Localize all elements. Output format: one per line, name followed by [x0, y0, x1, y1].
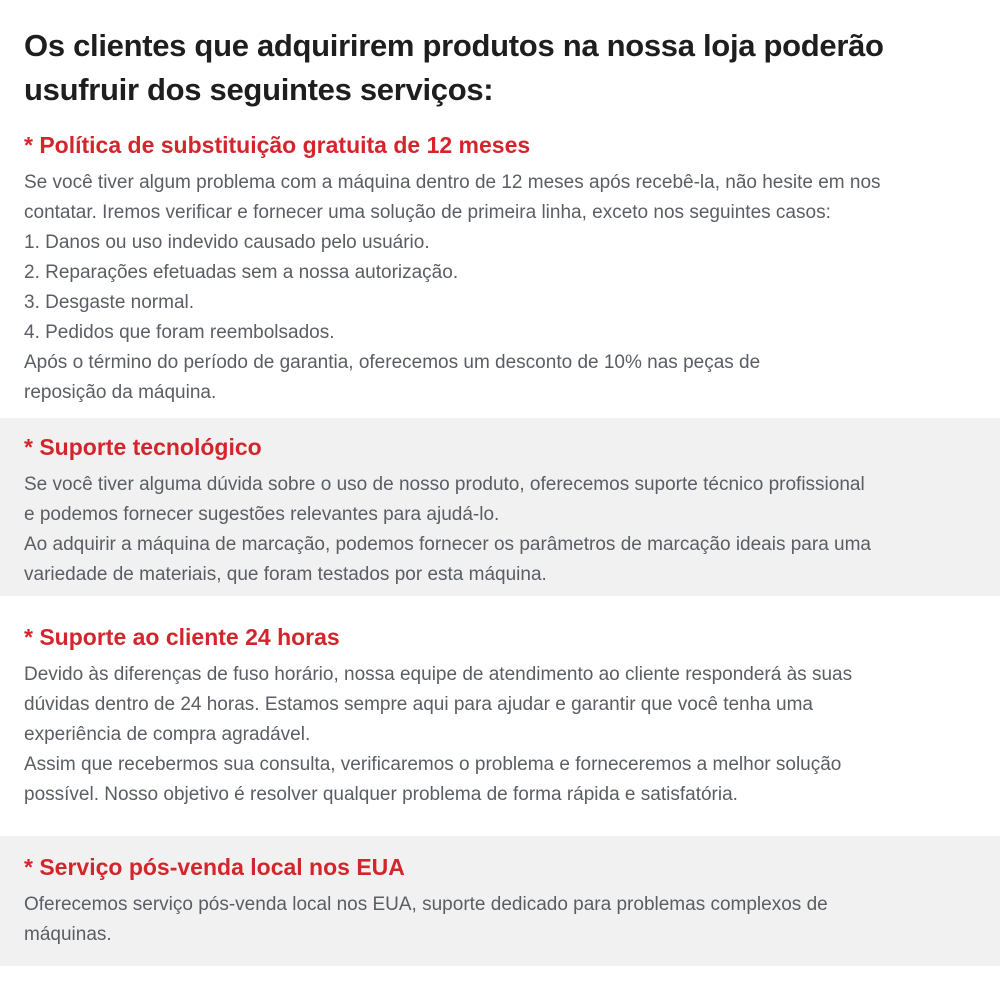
- tech-support-body: [24, 470, 976, 590]
- text-line: contatar. Iremos verificar e fornecer uma solução de primeira linha, exceto nos seguintes casos:: [24, 202, 831, 223]
- text-line: Após o término do período de garantia, oferecemos um desconto de 10% nas peças de: [24, 352, 761, 373]
- usa-after-sales-body: [24, 890, 976, 950]
- text-line: Se você tiver algum problema com a máquina dentro de 12 meses após recebê-la, não hesite em nos: [24, 172, 881, 193]
- text-line: Oferecemos serviço pós-venda local nos EUA, suporte dedicado para problemas complexos de: [24, 894, 828, 915]
- text-line: Assim que recebermos sua consulta, verificaremos o problema e forneceremos a melhor solução: [24, 754, 842, 775]
- text-line: máquinas.: [24, 924, 112, 945]
- text-line: e podemos fornecer sugestões relevantes para ajudá-lo.: [24, 504, 500, 525]
- customer-support-24h-body: [24, 660, 976, 810]
- replacement-policy-heading: * Política de substituição gratuita de 12 meses: [24, 132, 531, 158]
- section-tech-support: [0, 418, 1000, 596]
- text-line: Ao adquirir a máquina de marcação, podemos fornecer os parâmetros de marcação ideais para uma: [24, 534, 872, 555]
- text-line: 3. Desgaste normal.: [24, 292, 195, 313]
- text-line: Se você tiver alguma dúvida sobre o uso de nosso produto, oferecemos suporte técnico profissional: [24, 474, 865, 495]
- text-line: Devido às diferenças de fuso horário, nossa equipe de atendimento ao cliente responderá às suas: [24, 664, 853, 685]
- replacement-policy-body: [24, 168, 976, 408]
- section-replacement-policy: [0, 130, 1000, 408]
- section-customer-support-24h: [0, 622, 1000, 810]
- text-line: 1. Danos ou uso indevido causado pelo usuário.: [24, 232, 430, 253]
- section-usa-after-sales: [0, 836, 1000, 966]
- text-line: possível. Nosso objetivo é resolver qualquer problema de forma rápida e satisfatória.: [24, 784, 738, 805]
- usa-after-sales-heading: * Serviço pós-venda local nos EUA: [24, 854, 405, 880]
- text-line: variedade de materiais, que foram testados por esta máquina.: [24, 564, 547, 585]
- page-title: Os clientes que adquirirem produtos na nossa loja poderão usufruir dos seguintes serviços:: [24, 28, 884, 107]
- text-line: 4. Pedidos que foram reembolsados.: [24, 322, 335, 343]
- text-line: reposição da máquina.: [24, 382, 217, 403]
- text-line: dúvidas dentro de 24 horas. Estamos sempre aqui para ajudar e garantir que você tenha uma: [24, 694, 813, 715]
- customer-support-24h-heading: * Suporte ao cliente 24 horas: [24, 624, 340, 650]
- text-line: experiência de compra agradável.: [24, 724, 311, 745]
- text-line: 2. Reparações efetuadas sem a nossa autorização.: [24, 262, 459, 283]
- tech-support-heading: * Suporte tecnológico: [24, 434, 262, 460]
